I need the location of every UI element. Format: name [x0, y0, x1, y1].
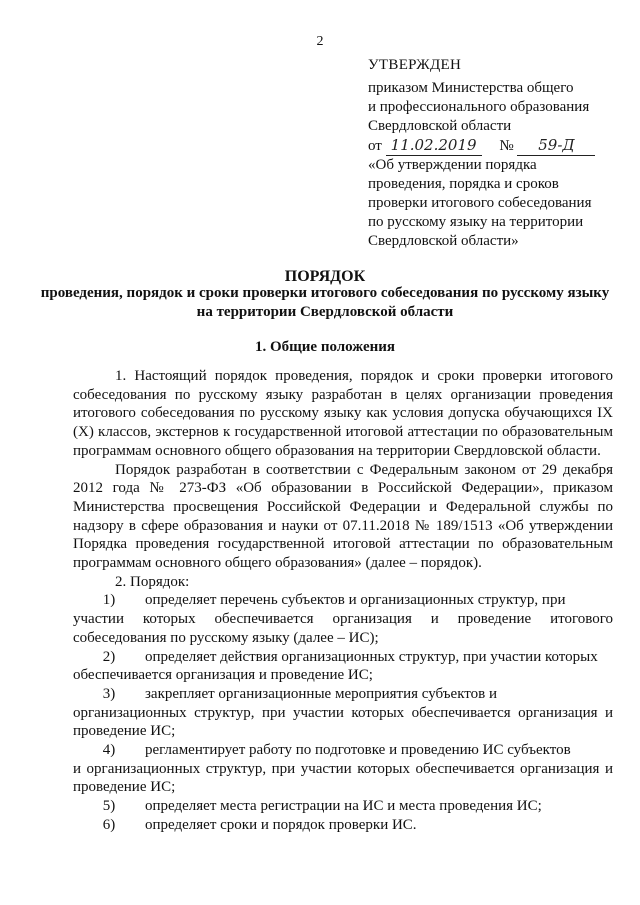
item-text: определяет места регистрации на ИС и места проведения ИС; [145, 798, 542, 815]
item-text: закрепляет организационные мероприятия субъектов и [145, 685, 498, 702]
list-item [73, 648, 613, 685]
item-number: 4) [102, 742, 116, 759]
order-title-line: Свердловской области» [368, 233, 519, 249]
handwritten-date: 11.02.2019 [386, 136, 482, 156]
item-text-continued: обеспечивается организация и проведение ИС; [73, 667, 373, 684]
order-title-line: проведения, порядка и сроков [368, 176, 559, 192]
paragraph: 2. Порядок: [115, 573, 190, 590]
approval-block [368, 56, 630, 251]
list-item [73, 816, 613, 835]
order-title-line: проверки итогового собеседования [368, 195, 592, 211]
document-body [73, 367, 613, 835]
item-text-continued: и организационных структур, при участии которых обеспечивается организация и проведение ИС; [73, 760, 613, 796]
date-prefix: от [368, 138, 382, 154]
order-title-line: по русскому языку на территории [368, 214, 584, 230]
paragraph: 1. Настоящий порядок проведения, порядок и сроки проверки итогового собеседования по русскому языку разработан в целях организации проведения итогового собеседования по русскому языку как условия допуска обучающихся IX (X) классов, экстернов к государственной итоговой аттестации по образовательным программам основного общего образования на территории Свердловской области. [73, 368, 613, 459]
item-number: 2) [102, 648, 116, 665]
document-title: ПОРЯДОК [284, 268, 366, 285]
handwritten-number: 59-Д [517, 136, 595, 156]
item-text: определяет перечень субъектов и организационных структур, при [145, 592, 566, 609]
order-title-line: «Об утверждении порядка [368, 157, 537, 173]
item-text: регламентирует работу по подготовке и проведению ИС субъектов [145, 742, 571, 759]
list-item [73, 797, 613, 816]
item-number: 1) [102, 592, 116, 609]
page-number: 2 [316, 34, 324, 49]
item-number: 3) [102, 685, 116, 702]
item-text-continued: участии которых обеспечивается организация и проведение итогового собеседования по русскому языку (далее – ИС); [73, 611, 613, 646]
item-text: определяет сроки и порядок проверки ИС. [145, 816, 417, 833]
item-text-continued: организационных структур, при участии которых обеспечивается организация и проведение ИС; [73, 704, 613, 740]
approval-date-number-line [368, 136, 630, 156]
item-number: 6) [102, 816, 116, 833]
section-heading: 1. Общие положения [254, 339, 396, 355]
approval-line: Свердловской области [368, 118, 512, 134]
list-item [73, 591, 613, 647]
paragraph: Порядок разработан в соответствии с Федеральным законом от 29 декабря 2012 года № 273-ФЗ «Об образовании в Российской Федерации», приказом Министерства просвещения Российской Федерации и Федеральной службы по надзору в сфере образования и науки от 07.11.2018 № 189/1513 «Об утверждении Порядка проведения государственной итоговой аттестации по образовательным программам основного общего образования» (далее – порядок). [73, 461, 613, 572]
approval-line: и профессионального образования [368, 99, 590, 115]
item-number: 5) [102, 798, 116, 815]
number-prefix: № [499, 138, 514, 154]
approval-line: приказом Министерства общего [368, 80, 574, 96]
list-item [73, 741, 613, 797]
item-text: определяет действия организационных структур, при участии которых [145, 648, 598, 665]
document-subtitle: проведения, порядок и сроки проверки итогового собеседования по русскому языку на территории Свердловской области [40, 285, 610, 320]
approval-title: УТВЕРЖДЕН [368, 57, 462, 73]
list-item [73, 685, 613, 741]
